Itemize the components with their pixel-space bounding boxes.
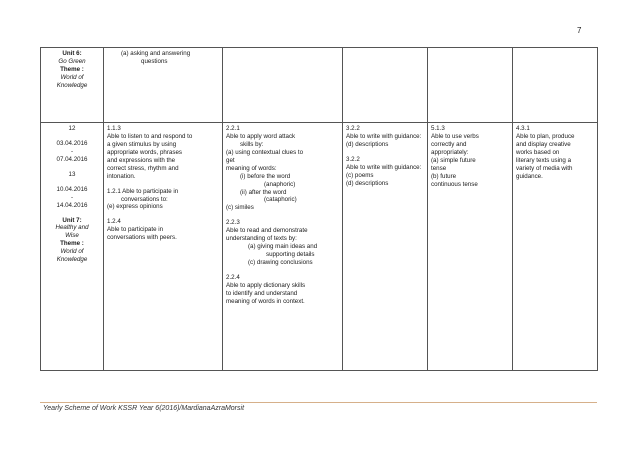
- content-line: (a) asking and answering: [121, 50, 191, 57]
- unit-title: Wise: [65, 232, 79, 240]
- standard-code: 3.2.2: [346, 125, 360, 132]
- standard-code: 2.2.3: [226, 219, 240, 227]
- content-line: Able to apply dictionary skills: [226, 281, 306, 289]
- date-separator: -: [70, 193, 74, 201]
- content-line: get: [226, 156, 235, 164]
- content-line: to identify and understand: [226, 289, 298, 297]
- writing-cell: [343, 48, 428, 123]
- content-line: (a) simple future: [431, 156, 476, 164]
- content-line: (c) similes: [226, 204, 254, 212]
- content-line: meaning of words in context.: [226, 297, 305, 305]
- unit-label: Unit 7:: [62, 216, 82, 224]
- content-line: Able to listen to and respond to: [107, 132, 193, 140]
- listening-cell: [104, 48, 223, 123]
- page-number: 7: [577, 26, 582, 35]
- content-line: (c) poems: [346, 171, 374, 179]
- table-row-unit-6: [41, 48, 598, 123]
- theme-label: Theme :: [60, 240, 84, 248]
- content-line: Able to participate in: [107, 226, 164, 234]
- language-arts-cell: [513, 48, 598, 123]
- standard-code: 3.2.2: [346, 155, 360, 163]
- theme-text: Knowledge: [56, 81, 88, 89]
- week-number: 12: [68, 125, 76, 132]
- content-line: (e) express opinions: [107, 203, 163, 211]
- standard-code: 5.1.3: [431, 125, 445, 132]
- grammar-cell: [428, 48, 513, 123]
- content-line: (anaphoric): [264, 180, 296, 188]
- content-line: (ii) after the word: [240, 188, 287, 196]
- content-line: and expressions with the: [107, 156, 176, 164]
- date-separator: -: [70, 147, 74, 155]
- theme-text: World of: [60, 248, 84, 256]
- week-date-unit-cell: [41, 123, 104, 371]
- standard-code: 1.2.1 Able to participate in: [107, 187, 179, 195]
- standard-code: 2.2.1: [226, 125, 240, 132]
- content-line: a given stimulus by using: [107, 140, 177, 148]
- content-line: correctly and: [431, 140, 467, 148]
- reading-cell: [223, 48, 343, 123]
- date-start: 10.04.2016: [56, 185, 88, 193]
- content-line: appropriate words, phrases: [107, 148, 182, 156]
- content-line: appropriately:: [431, 148, 469, 156]
- date-end: 14.04.2016: [56, 201, 88, 209]
- unit-title: Go Green: [58, 57, 86, 65]
- writing-cell: [343, 123, 428, 371]
- standard-code: 2.2.4: [226, 273, 240, 281]
- standard-code: 1.1.3: [107, 125, 121, 132]
- content-line: continuous tense: [431, 180, 478, 188]
- footer-text: Yearly Scheme of Work KSSR Year 6(2016)/MardianaAzraMorsit: [43, 405, 245, 412]
- content-line: Able to use verbs: [431, 132, 479, 140]
- grammar-cell: [428, 123, 513, 371]
- unit-cell: [41, 48, 104, 123]
- theme-label: Theme :: [60, 65, 84, 73]
- unit-title: Healthy and: [55, 224, 89, 232]
- content-line: (i) before the word: [240, 172, 291, 180]
- content-line: skills by:: [240, 140, 264, 148]
- unit-label: Unit 6:: [62, 50, 82, 57]
- content-line: (a) giving main ideas and: [248, 243, 318, 251]
- language-arts-cell: [513, 123, 598, 371]
- content-line: tense: [431, 164, 447, 172]
- content-line: conversations to:: [121, 195, 168, 203]
- content-line: correct stress, rhythm and: [107, 164, 179, 172]
- content-line: (b) future: [431, 172, 457, 180]
- date-end: 07.04.2016: [56, 155, 88, 163]
- content-line: Able to write with guidance:: [346, 163, 422, 171]
- content-line: intonation.: [107, 172, 136, 180]
- content-line: variety of media with: [516, 164, 573, 172]
- content-line: Able to write with guidance:: [346, 132, 422, 140]
- table-row-unit-7: [41, 123, 598, 371]
- content-line: guidance.: [516, 172, 543, 180]
- listening-speaking-cell: [104, 123, 223, 371]
- theme-text: Knowledge: [56, 256, 88, 264]
- content-line: (a) using contextual clues to: [226, 148, 304, 156]
- standard-code: 4.3.1: [516, 125, 530, 132]
- theme-text: World of: [60, 73, 84, 81]
- content-line: meaning of words:: [226, 164, 277, 172]
- content-line: Able to read and demonstrate: [226, 227, 308, 235]
- content-line: supporting details: [266, 251, 315, 259]
- content-line: conversations with peers.: [107, 234, 177, 242]
- content-line: (cataphoric): [264, 196, 297, 204]
- week-number: 13: [68, 170, 76, 178]
- content-line: understanding of texts by:: [226, 235, 297, 243]
- content-line: (d) descriptions: [346, 140, 389, 148]
- content-line: and display creative: [516, 140, 571, 148]
- content-line: (c) drawing conclusions: [248, 259, 313, 266]
- content-line: (d) descriptions: [346, 179, 389, 187]
- reading-cell: [223, 123, 343, 371]
- content-line: literary texts using a: [516, 156, 572, 164]
- content-line: works based on: [516, 148, 560, 156]
- content-line: questions: [141, 57, 168, 65]
- date-start: 03.04.2016: [56, 139, 88, 147]
- content-line: Able to plan, produce: [516, 132, 575, 140]
- scheme-of-work-table: [40, 47, 598, 371]
- standard-code: 1.2.4: [107, 218, 121, 226]
- footer-divider: [40, 402, 597, 403]
- content-line: Able to apply word attack: [226, 132, 296, 140]
